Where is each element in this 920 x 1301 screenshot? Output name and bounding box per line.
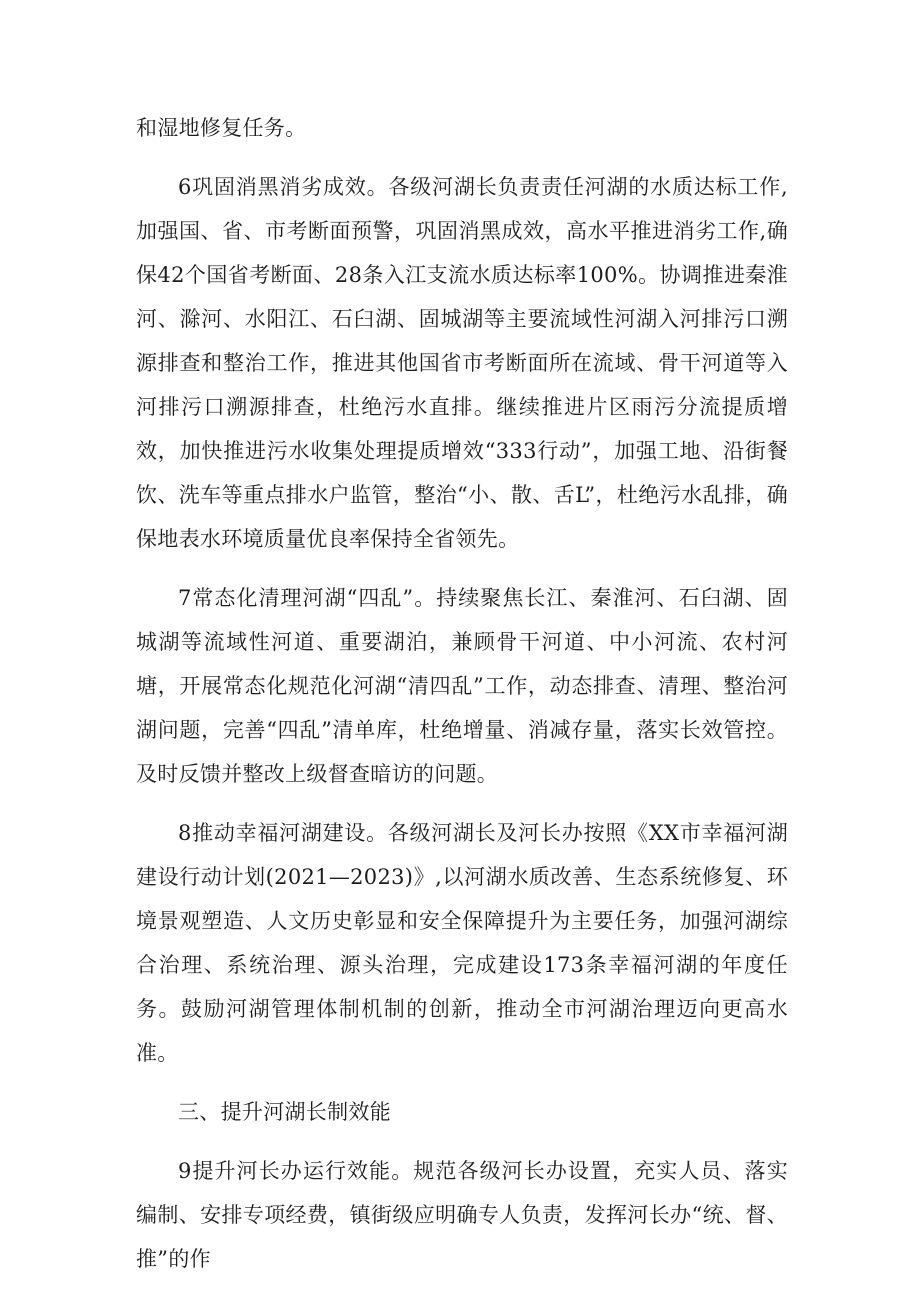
document-body <box>136 106 788 1281</box>
paragraph-item-9: 9提升河长办运行效能。规范各级河长办设置，充实人员、落实编制、安排专项经费，镇街级应明确专人负责，发挥河长办“统、督、推”的作 <box>136 1159 788 1271</box>
paragraph-item-7: 7常态化清理河湖“四乱”。持续聚焦长江、秦淮河、石臼湖、固城湖等流域性河道、重要湖泊，兼顾骨干河道、中小河流、农村河塘，开展常态化规范化河湖“清四乱”工作，动态排查、清理、整治河湖问题，完善“四乱”清单库，杜绝增量、消减存量，落实长效管控。及时反馈并整改上级督查暗访的问题。 <box>136 586 788 786</box>
paragraph-continued: 和湿地修复任务。 <box>136 116 307 140</box>
section-heading: 三、提升河湖长制效能 <box>178 1100 391 1124</box>
paragraph-item-6: 6巩固消黑消劣成效。各级河湖长负责责任河湖的水质达标工作,加强国、省、市考断面预警，巩固消黑成效，高水平推进消劣工作,确保42个国省考断面、28条入江支流水质达标率100%。协调推进秦淮河、滁河、水阳江、石臼湖、固城湖等主要流域性河湖入河排污口溯源排查和整治工作，推进其他国省市考断面所在流域、骨干河道等入河排污口溯源排查，杜绝污水直排。继续推进片区雨污分流提质增效，加快推进污水收集处理提质增效“333行动”，加强工地、沿街餐饮、洗车等重点排水户监管，整治“小、散、舌L”，杜绝污水乱排，确保地表水环境质量优良率保持全省领先。 <box>136 175 788 551</box>
paragraph-item-8: 8推动幸福河湖建设。各级河湖长及河长办按照《XX市幸福河湖建设行动计划(2021—2023)》,以河湖水质改善、生态系统修复、环境景观塑造、人文历史彰显和安全保障提升为主要任务，加强河湖综合治理、系统治理、源头治理，完成建设173条幸福河湖的年度任务。鼓励河湖管理体制机制的创新，推动全市河湖治理迈向更高水准。 <box>136 821 788 1065</box>
